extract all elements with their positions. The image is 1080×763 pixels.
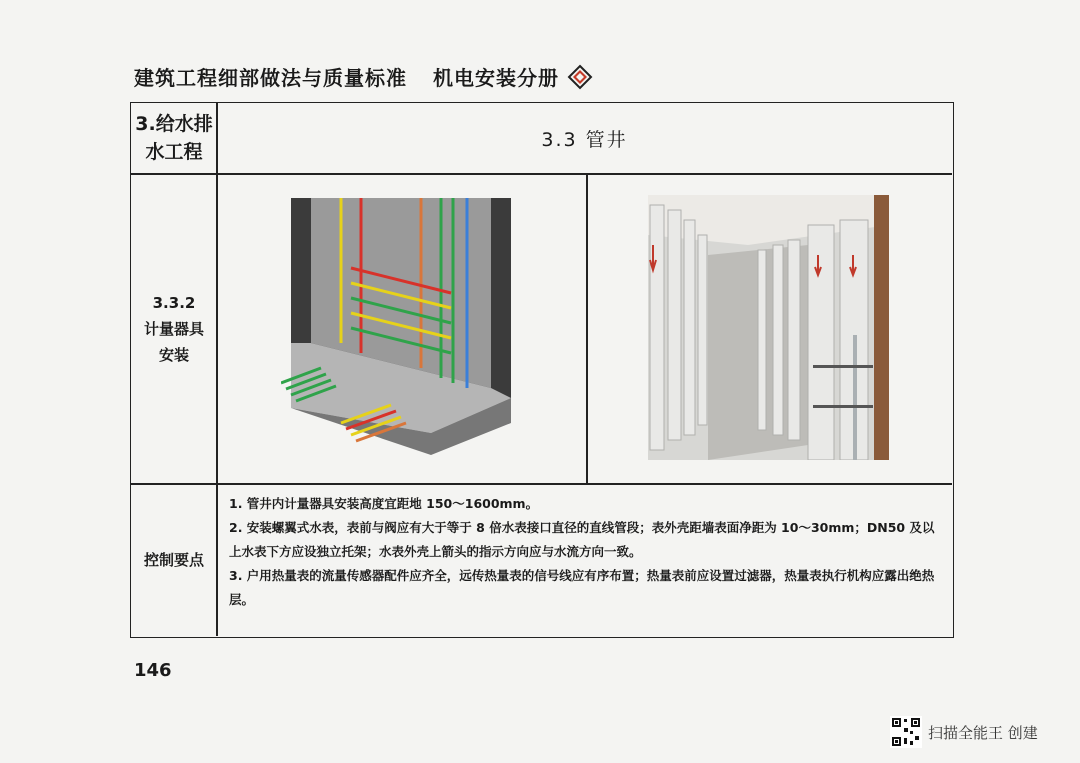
pipe-shaft-photo bbox=[648, 195, 889, 460]
volume-title: 机电安装分册 bbox=[433, 66, 559, 90]
item-label: 3.3.2 计量器具 安装 bbox=[143, 293, 204, 364]
chapter-cell bbox=[217, 103, 952, 173]
book-title: 建筑工程细部做法与质量标准 bbox=[134, 66, 407, 90]
section-cell bbox=[131, 103, 217, 173]
note-item: 3. 户用热量表的流量传感器配件应齐全，远传热量表的信号线应有序布置；热量表前应设置过滤器，热量表执行机构应露出绝热层。 bbox=[229, 568, 935, 607]
chapter-title: 3.3 管井 bbox=[541, 128, 628, 151]
spec-table bbox=[130, 102, 954, 638]
publisher-logo-icon bbox=[567, 64, 593, 90]
control-notes bbox=[217, 484, 952, 636]
page-number: 146 bbox=[134, 660, 172, 681]
section-label: 3.给水排 水工程 bbox=[135, 113, 213, 163]
scanner-watermark bbox=[890, 716, 1038, 748]
note-item: 1. 管井内计量器具安装高度宜距地 150～1600mm。 bbox=[229, 496, 539, 511]
note-item: 2. 安装螺翼式水表，表前与阀应有大于等于 8 倍水表接口直径的直线管段；表外壳距墙表面净距为 10～30mm；DN50 及以上水表下方应设独立托架；水表外壳上箭头的指示方向应与水流方向一致。 bbox=[229, 520, 935, 559]
watermark-text: 扫描全能王 创建 bbox=[928, 723, 1038, 742]
book-header bbox=[134, 62, 593, 91]
qr-code-icon bbox=[890, 716, 922, 748]
item-cell bbox=[131, 174, 217, 483]
control-label: 控制要点 bbox=[143, 551, 204, 569]
pipe-shaft-diagram bbox=[281, 193, 521, 463]
control-label-cell bbox=[131, 484, 217, 636]
